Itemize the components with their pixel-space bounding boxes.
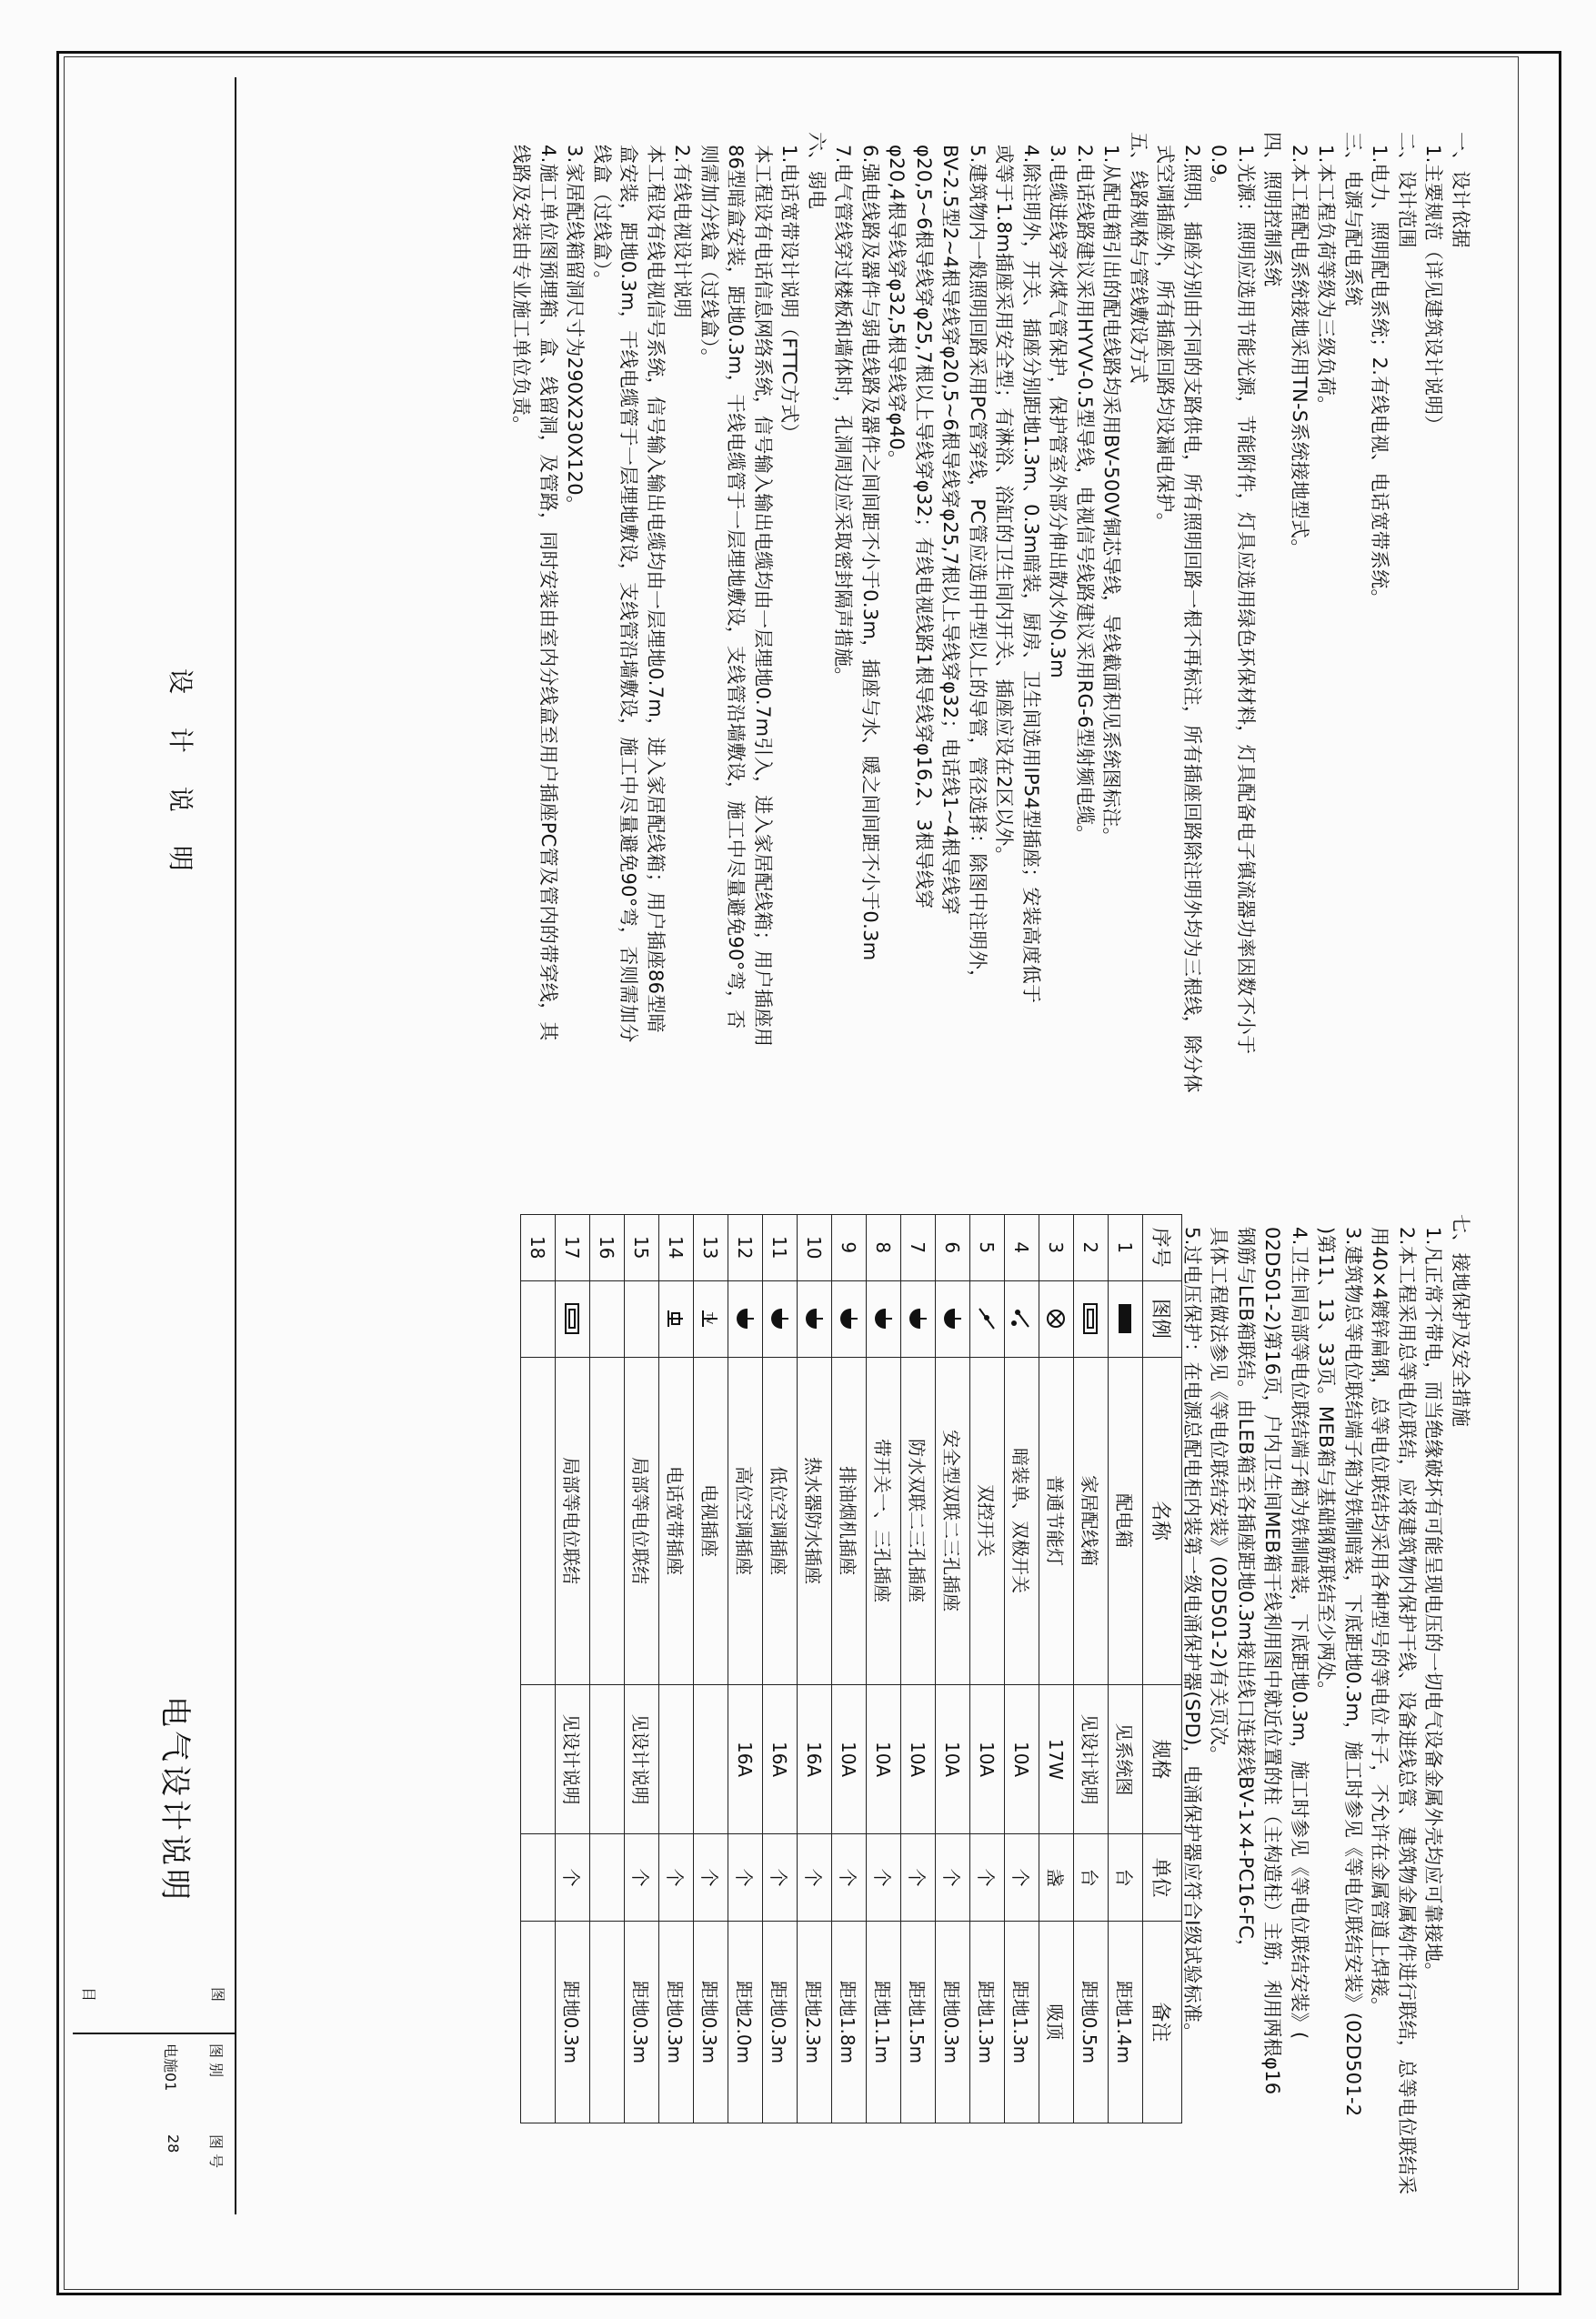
row-note: 距地1.3m (1005, 1921, 1039, 2123)
row-no: 14 (659, 1215, 694, 1281)
row-no: 13 (694, 1215, 728, 1281)
row-no: 4 (1005, 1215, 1039, 1281)
row-note: 距地0.3m (659, 1921, 694, 2123)
number-value: 28 (165, 2134, 182, 2153)
row-no: 8 (867, 1215, 901, 1281)
legend-row (798, 1215, 832, 2123)
row-spec: 16A (763, 1684, 798, 1834)
note-line: 线盒（过线盒）。 (591, 132, 613, 290)
row-spec: 见设计说明 (1074, 1684, 1109, 1834)
legend-row (901, 1215, 936, 2123)
row-name: 热水器防水插座 (798, 1357, 832, 1684)
category-value: 电施01 (162, 2043, 179, 2092)
row-unit (521, 1834, 556, 1922)
header-note: 备注 (1143, 1921, 1182, 2123)
note-line: 3.家居配线箱留洞尺寸为290X230X120。 (564, 132, 587, 516)
row-unit: 个 (556, 1834, 590, 1922)
legend-row (832, 1215, 867, 2123)
row-spec: 16A (798, 1684, 832, 1834)
row-name: 家居配线箱 (1074, 1357, 1109, 1684)
row-symbol (1005, 1280, 1039, 1357)
boxed-rect-icon (565, 1302, 581, 1335)
row-symbol (832, 1280, 867, 1357)
row-symbol (556, 1280, 590, 1357)
note-line: 1.电力、照明配电系统；2.有线电视、电话宽带系统。 (1369, 132, 1391, 608)
note-line: BV-2.5型2~4根导线穿φ20,5~6根导线穿φ25,7根以上导线穿φ32；电话线1~4根导线穿 (939, 132, 962, 916)
legend-row (590, 1215, 625, 2123)
title-block-divider (235, 77, 236, 2214)
row-name: 暗装单、双极开关 (1005, 1357, 1039, 1684)
row-no: 6 (936, 1215, 970, 1281)
notes-column-left (507, 132, 1473, 1093)
row-symbol (901, 1280, 936, 1357)
note-line: 六、弱电 (806, 132, 828, 210)
notes-column-right (1179, 1214, 1474, 2194)
note-line: 三、电源与配电系统 (1342, 132, 1364, 306)
row-no: 1 (1109, 1215, 1143, 1281)
row-note: 距地0.3m (625, 1921, 659, 2123)
legend-row (694, 1215, 728, 2123)
row-name: 局部等电位联结 (556, 1357, 590, 1684)
row-unit: 个 (936, 1834, 970, 1922)
socket-ac-high-icon (735, 1305, 757, 1332)
row-unit (590, 1834, 625, 1922)
row-note: 距地1.1m (867, 1921, 901, 2123)
legend-table-header (1143, 1215, 1182, 2123)
row-no: 17 (556, 1215, 590, 1281)
row-note: 距地0.5m (1074, 1921, 1109, 2123)
note-line: φ20,4根导线穿φ32,5根导线穿φ40。 (886, 132, 908, 470)
note-line: 02D501-2)第16页，户内卫生间MEB箱干线利用图中就近位置的柱（主构造柱）主筋，利用两根φ16 (1261, 1214, 1284, 2095)
note-line: 7.电气管线穿过楼板和墙体时，孔洞周边应采取密封隔声措施。 (832, 132, 855, 687)
row-name: 低位空调插座 (763, 1357, 798, 1684)
row-unit: 个 (659, 1834, 694, 1922)
row-spec: 16A (728, 1684, 763, 1834)
legend-row (728, 1215, 763, 2123)
row-spec: 10A (1005, 1684, 1039, 1834)
socket-hood-icon (838, 1305, 860, 1332)
note-line: 本工程设有电话信息网络系统，信号输入输出电缆均由一层埋地0.7m引入，进入家居配线箱；用户插座用 (752, 132, 774, 1048)
row-unit: 台 (1074, 1834, 1109, 1922)
row-no: 2 (1074, 1215, 1109, 1281)
note-line: 四、照明控制系统 (1261, 132, 1284, 287)
note-line: 钢筋与LEB箱联结。由LEB箱至各插座距地0.3m接出线口连接线BV-1×4-PC16-FC， (1235, 1214, 1257, 1959)
row-spec: 见设计说明 (625, 1684, 659, 1834)
note-line: 1.光源：照明应选用节能光源，节能附件，灯具应选用绿色环保材料，灯具配备电子镇流器功率因数不小于 (1235, 132, 1257, 1055)
row-unit: 个 (625, 1834, 659, 1922)
note-line: 1.从配电箱引出的配电线路均采用BV-500V铜芯导线，导线截面积见系统图标注。 (1100, 132, 1123, 847)
note-line: 式空调插座外，所有插座回路均设漏电保护。 (1154, 132, 1177, 532)
row-name: 电视插座 (694, 1357, 728, 1684)
row-unit: 个 (694, 1834, 728, 1922)
row-symbol (659, 1280, 694, 1357)
legend-row (936, 1215, 970, 2123)
row-spec: 10A (901, 1684, 936, 1834)
header-spec: 规格 (1143, 1684, 1182, 1834)
row-no: 7 (901, 1215, 936, 1281)
row-note (521, 1921, 556, 2123)
legend-row (1074, 1215, 1109, 2123)
row-no: 9 (832, 1215, 867, 1281)
row-symbol (936, 1280, 970, 1357)
note-line: 用40×4镀锌扁钢，总等电位联结均采用各种型号的等电位卡子，不允许在金属管道上焊接。 (1369, 1214, 1391, 2017)
note-line: 盒安装，距地0.3m，干线电缆管于一层埋地敷设，支线管沿墙敷设，施工中尽量避免90°弯，否则需加分 (617, 132, 640, 1043)
legend-row (659, 1215, 694, 2123)
note-line: 5.过电压保护：在电源总配电柜内装第一级电涌保护器(SPD)，电涌保护器应符合Ⅰ级试验标准。 (1181, 1214, 1203, 2043)
row-spec: 10A (970, 1684, 1005, 1834)
note-line: 本工程设有线电视信号系统，信号输入输出电缆均由一层埋地0.7m，进入家居配线箱；用户插座86型暗 (645, 132, 667, 1033)
note-line: 2.本工程采用总等电位联结，应将建筑物内保护干线、设备进线总管、建筑物金属构件进行联结，总等电位联结采 (1396, 1214, 1418, 2195)
row-note: 距地0.3m (694, 1921, 728, 2123)
row-name (590, 1357, 625, 1684)
row-no: 12 (728, 1215, 763, 1281)
row-no: 5 (970, 1215, 1005, 1281)
row-note: 距地1.5m (901, 1921, 936, 2123)
socket-heater-icon (804, 1305, 826, 1332)
row-symbol (590, 1280, 625, 1357)
legend-row (1039, 1215, 1074, 2123)
row-name: 普通节能灯 (1039, 1357, 1074, 1684)
row-unit: 个 (728, 1834, 763, 1922)
row-name: 排油烟机插座 (832, 1357, 867, 1684)
note-line: 2.本工程配电系统接地采用TN-S系统接地型式。 (1289, 132, 1310, 558)
legend-row (1005, 1215, 1039, 2123)
row-spec: 10A (832, 1684, 867, 1834)
row-name: 带开关一、三孔插座 (867, 1357, 901, 1684)
row-name: 高位空调插座 (728, 1357, 763, 1684)
note-line: 2.照明、插座分别由不同的支路供电，所有照明回路一根不再标注，所有插座回路除注明外均为三根线，除分体 (1181, 132, 1203, 1093)
socket-waterproof-icon (908, 1305, 929, 1332)
switch-two-way-icon (977, 1305, 999, 1332)
header-unit: 单位 (1143, 1834, 1182, 1922)
note-line: 6.强电线路及器件与弱电线路及器件之间间距不小于0.3m，插座与水、暖之间间距不小于0.3m (859, 132, 881, 961)
row-name: 电话宽带插座 (659, 1357, 694, 1684)
svg-text:TV: TV (704, 1312, 715, 1324)
row-spec (590, 1684, 625, 1834)
row-unit: 个 (798, 1834, 832, 1922)
lamp-icon (1046, 1308, 1068, 1330)
row-symbol (1039, 1280, 1074, 1357)
row-note: 距地2.3m (798, 1921, 832, 2123)
row-name: 局部等电位联结 (625, 1357, 659, 1684)
legend-row (763, 1215, 798, 2123)
note-line: 86型暗盒安装，距地0.3m，干线电缆管于一层埋地敷设，支线管沿墙敷设，施工中尽量避免90°弯，否 (725, 132, 748, 1029)
row-no: 3 (1039, 1215, 1074, 1281)
row-name: 防水双联二三孔插座 (901, 1357, 936, 1684)
note-line: 3.建筑物总等电位联结端子箱为铁制暗装，下底距地0.3m，施工时参见《等电位联结安装》(02D501-2 (1342, 1214, 1364, 2117)
row-spec: 10A (867, 1684, 901, 1834)
switch-single-double-icon (1011, 1305, 1033, 1332)
row-note: 距地0.3m (936, 1921, 970, 2123)
row-unit: 盏 (1039, 1834, 1074, 1922)
note-line: φ20,5~6根导线穿φ25,7根以上导线穿φ32；有线电视线路1根导线穿φ16,2、3根导线穿 (913, 132, 935, 909)
header-symbol: 图例 (1143, 1280, 1182, 1357)
socket-phone-icon (666, 1305, 688, 1332)
note-line: 则需加分线盒（过线盒）。 (698, 132, 720, 368)
note-line: 3.电缆进线穿水煤气管保护，保护管室外部分伸出散水外0.3m (1047, 132, 1069, 678)
row-spec (521, 1684, 556, 1834)
legend-row (1109, 1215, 1143, 2123)
document-title: 设 计 说 明 (166, 668, 196, 884)
note-line: 七、接地保护及安全措施 (1450, 1214, 1471, 1428)
note-line: 具体工程做法参见《等电位联结安装》(02D501-2)有关页次。 (1208, 1214, 1230, 1765)
row-unit: 台 (1109, 1834, 1143, 1922)
header-name: 名称 (1143, 1357, 1182, 1684)
row-no: 11 (763, 1215, 798, 1281)
note-line: 4.卫生间局部等电位联结端子箱为铁制暗装，下底距地0.3m，施工时参见《等电位联结安装》( (1289, 1214, 1310, 2040)
row-name: 配电箱 (1109, 1357, 1143, 1684)
row-note: 距地1.4m (1109, 1921, 1143, 2123)
note-line: 0.9。 (1208, 132, 1230, 196)
socket-ac-low-icon (769, 1305, 791, 1332)
note-line: 4.施工单位图预埋箱、盒、线留洞，及管路，同时安装由室内分线盒至用户插座PC管及管内的带穿线，其 (537, 132, 559, 1041)
note-line: 一、设计依据 (1450, 132, 1471, 248)
header-no: 序号 (1143, 1215, 1182, 1281)
row-spec (694, 1684, 728, 1834)
note-line: 1.凡正常不带电，而当绝缘破坏有可能呈现电压的一切电气设备金属外壳均应可靠接地。 (1422, 1214, 1445, 1982)
title-block-grid (73, 2033, 236, 2216)
note-line: )第11、13、33页。MEB箱与基础钢筋联结至少两处。 (1315, 1214, 1338, 1701)
row-note: 距地0.3m (556, 1921, 590, 2123)
row-no: 18 (521, 1215, 556, 1281)
row-unit: 个 (970, 1834, 1005, 1922)
category-label: 图 别 (207, 2043, 225, 2078)
socket-switched-icon (873, 1305, 895, 1332)
title-label-bottom: 目 (80, 1987, 97, 2003)
row-symbol (694, 1280, 728, 1357)
row-note: 吸顶 (1039, 1921, 1074, 2123)
row-note: 距地1.8m (832, 1921, 867, 2123)
note-line: 2.有线电视设计说明 (671, 132, 694, 318)
row-spec: 见系统图 (1109, 1684, 1143, 1834)
note-line: 线路及安装由专业施工单位负责。 (510, 132, 533, 436)
title-label-top: 图 (209, 1987, 226, 2003)
row-symbol (798, 1280, 832, 1357)
rotated-drawing-content (73, 77, 1491, 2214)
boxed-rect-icon (1083, 1302, 1099, 1335)
number-label: 图 号 (207, 2134, 225, 2169)
row-symbol (970, 1280, 1005, 1357)
filled-rect-icon (1118, 1302, 1134, 1335)
row-spec: 10A (936, 1684, 970, 1834)
row-name (521, 1357, 556, 1684)
note-line: 2.电话线路建议采用HYVV-0.5型导线，电视信号线路建议采用RG-6型射频电缆。 (1074, 132, 1096, 845)
note-line: 1.本工程负荷等级为三级负荷。 (1315, 132, 1338, 416)
row-note: 距地2.0m (728, 1921, 763, 2123)
note-line: 4.除注明外，开关、插座分别距地1.3m、0.3m暗装，厨房、卫生间选用IP54型插座；安装高度低于 (1020, 132, 1042, 1004)
note-line: 二、设计范围 (1396, 132, 1418, 248)
row-unit: 个 (901, 1834, 936, 1922)
row-unit: 个 (832, 1834, 867, 1922)
note-line: 1.主要规范（详见建筑设计说明） (1422, 132, 1445, 435)
row-no: 16 (590, 1215, 625, 1281)
note-line: 5.建筑物内一般照明回路采用PC管穿线，PC管应选用中型以上的导管，管径选择：除图中注明外， (967, 132, 989, 989)
row-symbol (728, 1280, 763, 1357)
socket-tv-icon (700, 1305, 722, 1332)
row-unit: 个 (763, 1834, 798, 1922)
row-note (590, 1921, 625, 2123)
row-symbol (625, 1280, 659, 1357)
row-name: 安全型双联二三孔插座 (936, 1357, 970, 1684)
drawing-title: 电气设计说明 (156, 1696, 193, 1903)
note-line: 五、线路规格与管线敷设方式 (1128, 132, 1149, 384)
row-unit: 个 (1005, 1834, 1039, 1922)
note-line: 1.电话宽带设计说明（FTTC方式） (778, 132, 801, 443)
note-line: 或等于1.8m插座采用安全型；有淋浴、浴缸的卫生间内开关、插座应设在2区以外。 (993, 132, 1016, 866)
row-symbol (763, 1280, 798, 1357)
socket-safe-icon (942, 1305, 964, 1332)
row-no: 15 (625, 1215, 659, 1281)
row-symbol (1109, 1280, 1143, 1357)
row-symbol (867, 1280, 901, 1357)
legend-row (521, 1215, 556, 2123)
row-symbol (521, 1280, 556, 1357)
title-block (73, 77, 236, 2214)
row-spec: 17W (1039, 1684, 1074, 1834)
legend-row (867, 1215, 901, 2123)
row-no: 10 (798, 1215, 832, 1281)
legend-table (520, 1214, 1182, 2123)
legend-row (970, 1215, 1005, 2123)
row-note: 距地0.3m (763, 1921, 798, 2123)
row-symbol (1074, 1280, 1109, 1357)
row-name: 双控开关 (970, 1357, 1005, 1684)
row-spec (659, 1684, 694, 1834)
row-spec: 见设计说明 (556, 1684, 590, 1834)
legend-row (625, 1215, 659, 2123)
row-note: 距地1.3m (970, 1921, 1005, 2123)
row-unit: 个 (867, 1834, 901, 1922)
legend-row (556, 1215, 590, 2123)
